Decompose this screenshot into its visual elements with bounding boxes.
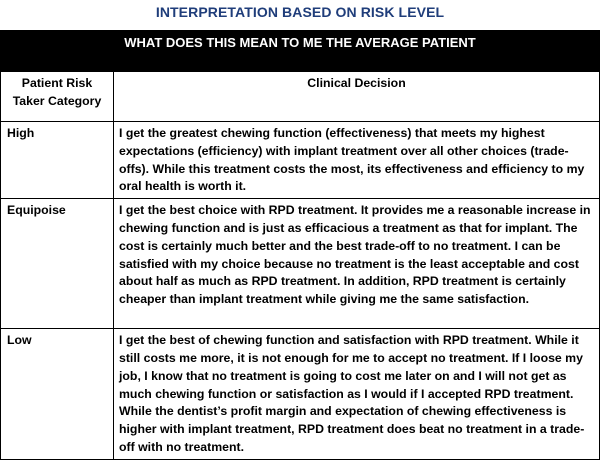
row-category: Equipoise: [1, 199, 114, 329]
page-title: INTERPRETATION BASED ON RISK LEVEL: [155, 4, 445, 20]
header-risk-category: Patient Risk Taker Category: [1, 72, 114, 122]
table-row: [1, 122, 600, 199]
row-decision: I get the best choice with RPD treatment. It provides me a reasonable increase in chewing function and is just as efficacious a treatment as that for implant. The cost is certainly much better and the best trade-off to no treatment. I can be satisfied with my choice because no treatment is the least acceptable and cost about half as much as RPD treatment. In addition, RPD treatment is certainly cheaper than implant treatment while giving me the same satisfaction.: [114, 199, 600, 329]
row-category: Low: [1, 329, 114, 460]
row-decision: I get the best of chewing function and satisfaction with RPD treatment. While it still costs me more, it is not enough for me to accept no treatment. If I loose my job, I know that no treatment is going to cost me later on and I will not get as much chewing function or satisfaction as I would if I accepted RPD treatment. While the dentist’s profit margin and expectation of chewing effectiveness is higher with implant treatment, RPD treatment does beat no treatment in a trade-off with no treatment.: [114, 329, 600, 460]
table-row: [1, 199, 600, 329]
header-clinical-decision: Clinical Decision: [114, 72, 600, 122]
row-category: High: [1, 122, 114, 199]
banner-heading: WHAT DOES THIS MEAN TO ME THE AVERAGE PATIENT: [0, 30, 600, 71]
table-header-row: [1, 72, 600, 122]
risk-table: [0, 71, 600, 460]
table-row: [1, 329, 600, 460]
row-decision: I get the greatest chewing function (effectiveness) that meets my highest expectations (efficiency) with implant treatment over all other choices (trade-offs). While this treatment costs the most, its effectiveness and efficiency to my oral health is worth it.: [114, 122, 600, 199]
